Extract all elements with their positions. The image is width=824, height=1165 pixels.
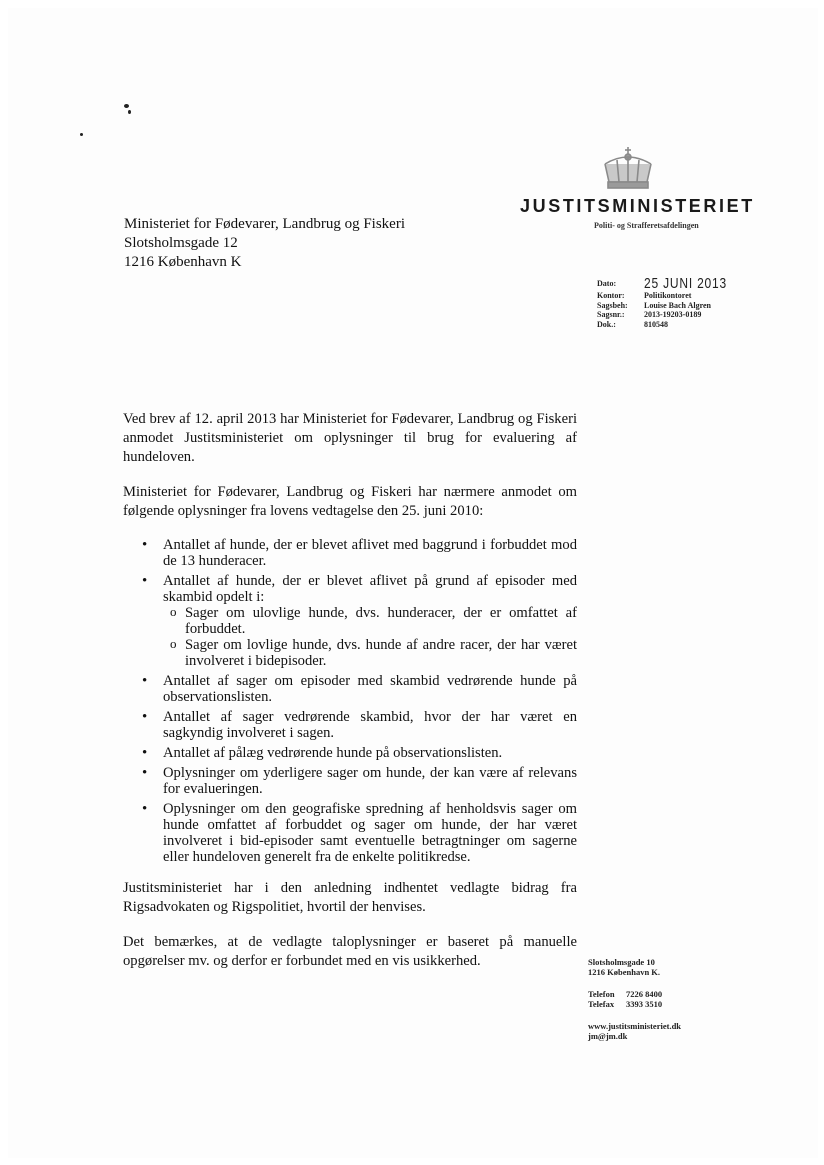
recipient-line: Ministeriet for Fødevarer, Landbrug og Fiskeri [124, 216, 406, 232]
office-row [597, 291, 748, 301]
recipient-address [124, 215, 405, 272]
list-item: • Antallet af hunde, der er blevet aflivet med baggrund i forbuddet mod de 13 hunderacer. [163, 537, 577, 569]
list-item: • Antallet af pålæg vedrørende hunde på observationslisten. [163, 745, 577, 761]
recipient-line: 1216 København K [124, 254, 242, 270]
scan-speck-3 [80, 133, 83, 136]
sub-list-item: o Sager om ulovlige hunde, dvs. hunderacer, der er omfattet af forbuddet. [185, 605, 577, 637]
letter-metadata [597, 276, 748, 329]
doc-row [597, 320, 748, 330]
request-list [123, 537, 577, 865]
scan-speck-2 [128, 110, 131, 114]
phone-row [588, 989, 681, 999]
case-row [597, 310, 748, 320]
date-row [597, 276, 748, 291]
ministry-wordmark: JUSTITSMINISTERIET [520, 196, 755, 216]
office-label: Kontor: [597, 291, 625, 300]
scan-speck-1 [124, 104, 129, 108]
date-label: Dato: [597, 278, 617, 288]
handler-value: Louise Bach Algren [644, 300, 711, 310]
footer-email: jm@jm.dk [588, 1031, 628, 1041]
doc-label: Dok.: [597, 319, 616, 329]
footer-street: Slotsholmsgade 10 [588, 957, 655, 967]
handler-row [597, 301, 748, 311]
fax-label: Telefax [588, 999, 615, 1009]
phone-value: 7226 8400 [626, 989, 663, 999]
recipient-line: Slotsholmsgade 12 [124, 235, 238, 251]
list-item: • Antallet af sager vedrørende skambid, hvor der har været en sagkyndig involveret i sagen. [163, 709, 577, 741]
body-paragraph: Justitsministeriet har i den anledning indhentet vedlagte bidrag fra Rigsadvokaten og Rigspolitiet, hvortil der henvises. [123, 880, 577, 915]
list-item [163, 573, 577, 669]
sub-list-item: o Sager om lovlige hunde, dvs. hunde af andre racer, der har været involveret i bidepisoder. [185, 637, 577, 669]
footer-website: www.justitsministeriet.dk [588, 1021, 682, 1031]
list-item: • Oplysninger om yderligere sager om hunde, der kan være af relevans for evalueringen. [163, 765, 577, 797]
letter-body [123, 410, 577, 987]
list-item: • Oplysninger om den geografiske spredning af henholdsvis sager om hunde omfattet af forbuddet og sager om hunde, der har været involveret i bid-episoder samt eventuelle betragtninger om sagerne eller hundeloven generelt fra de enkelte politikredse. [163, 801, 577, 865]
sender-footer [588, 957, 681, 1041]
fax-value: 3393 3510 [626, 999, 663, 1009]
list-item-text: Antallet af hunde, der er blevet aflivet på grund af episoder med skambid opdelt i: [163, 573, 577, 605]
handler-label: Sagsbeh: [597, 300, 628, 310]
case-label: Sagsnr.: [597, 310, 625, 319]
list-item: • Antallet af sager om episoder med skambid vedrørende hunde på observationslisten. [163, 673, 577, 705]
footer-city: 1216 København K. [588, 967, 661, 977]
office-value: Politikontoret [644, 291, 692, 300]
date-stamp: 25 JUNI 2013 [644, 274, 727, 292]
body-paragraph: Ved brev af 12. april 2013 har Ministeriet for Fødevarer, Landbrug og Fiskeri anmodet Justitsministeriet om oplysninger til brug for evaluering af hundeloven. [123, 411, 577, 465]
body-paragraph: Ministeriet for Fødevarer, Landbrug og Fiskeri har nærmere anmodet om følgende oplysninger fra lovens vedtagelse den 25. juni 2010: [123, 484, 577, 519]
sub-list [163, 605, 577, 669]
department-name: Politi- og Strafferetsafdelingen [594, 221, 699, 230]
fax-row [588, 999, 681, 1009]
body-paragraph: Det bemærkes, at de vedlagte taloplysninger er baseret på manuelle opgørelser mv. og derfor er forbundet med en vis usikkerhed. [123, 934, 577, 969]
crown-logo-icon [600, 146, 656, 192]
doc-value: 810548 [644, 319, 668, 329]
phone-label: Telefon [588, 989, 615, 999]
case-value: 2013-19203-0189 [644, 310, 702, 319]
